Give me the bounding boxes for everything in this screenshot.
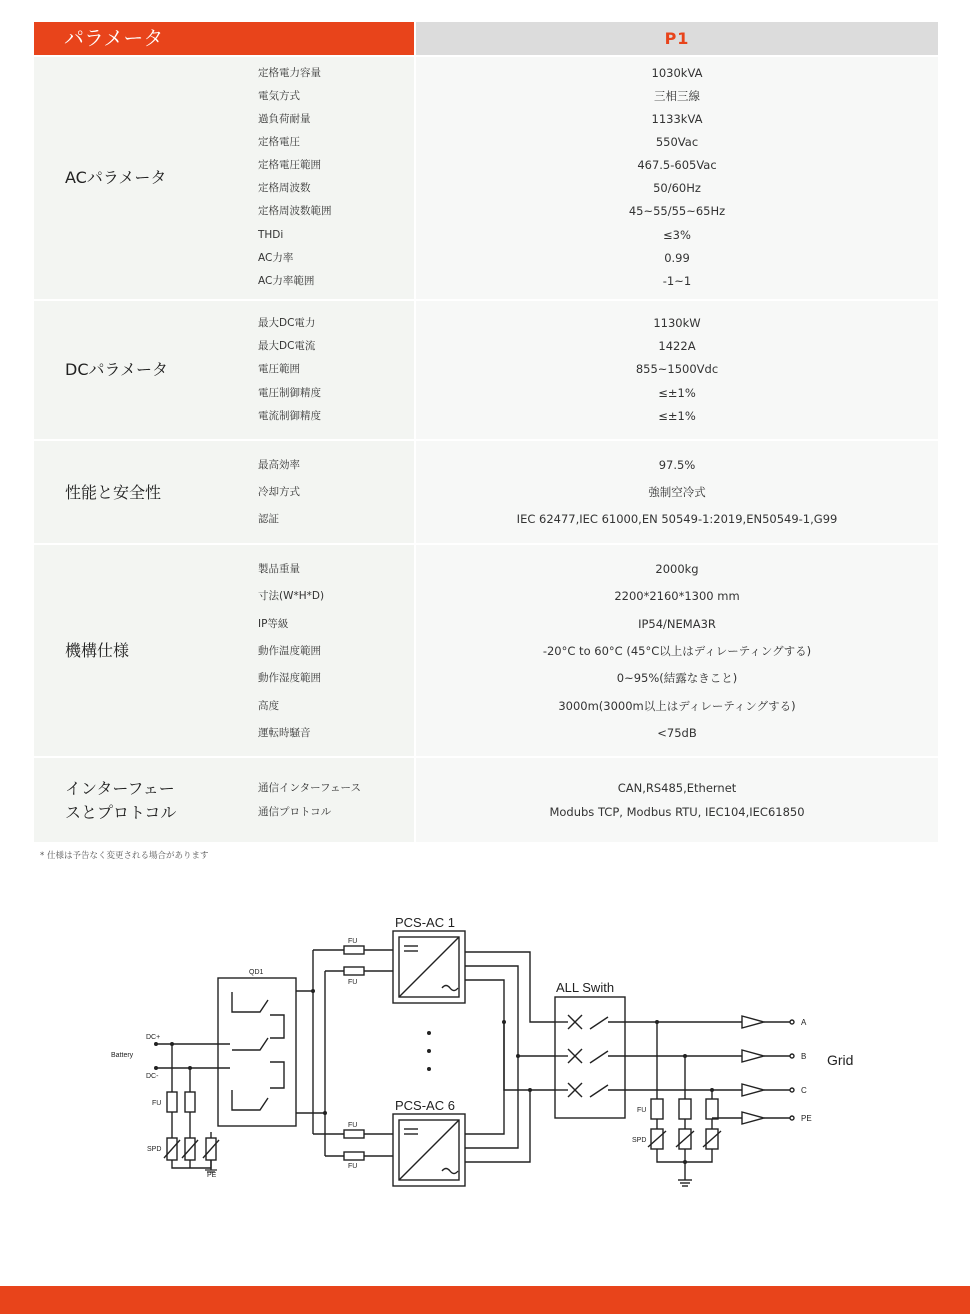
param-value: ≤±1% [658, 386, 696, 400]
param-name: 電圧範囲 [258, 363, 300, 375]
ac-fuse [706, 1099, 718, 1119]
param-name: 動作湿度範囲 [258, 672, 321, 684]
pcs-fuse [344, 946, 364, 954]
param-name: 電流制御精度 [258, 410, 321, 422]
param-value: <75dB [657, 726, 697, 740]
value-bg [416, 758, 938, 842]
pcs-fuse [344, 1152, 364, 1160]
qd1-switch [270, 1015, 284, 1038]
ac-fu-label: FU [637, 1107, 647, 1114]
dc-fu-label: FU [152, 1100, 162, 1107]
qd1-switch [232, 992, 268, 1012]
phase-arrow [742, 1084, 764, 1096]
table-row [34, 63, 938, 83]
param-value: IP54/NEMA3R [638, 617, 716, 631]
param-value: 3000m(3000m以上はディレーティングする) [558, 699, 796, 713]
table-row [34, 109, 938, 129]
dc-fuse [167, 1092, 177, 1112]
param-name: 最大DC電力 [258, 317, 316, 329]
param-name: 定格電圧 [258, 136, 300, 148]
param-value: 467.5-605Vac [637, 158, 717, 172]
qd1-switch [232, 1090, 268, 1110]
ac-fuse [679, 1099, 691, 1119]
param-value: 2200*2160*1300 mm [614, 589, 740, 603]
dc-spd-label: SPD [147, 1146, 162, 1153]
phase-arrow [742, 1050, 764, 1062]
phase-a-label: A [801, 1018, 807, 1027]
all-switch-box [555, 997, 625, 1118]
table-row [34, 586, 938, 606]
qd1-switch [232, 1038, 268, 1050]
dc-minus-label: DC- [146, 1073, 159, 1080]
pcs-fu-label: FU [348, 938, 358, 945]
table-row [34, 86, 938, 106]
table-row [34, 336, 938, 356]
table-row [34, 559, 938, 579]
param-name: AC力率範囲 [258, 275, 315, 287]
category-label: ACパラメータ [65, 168, 167, 187]
param-name: AC力率 [258, 252, 294, 264]
qd1-label: QD1 [249, 969, 264, 976]
param-name: 定格電力容量 [258, 67, 321, 79]
section-interface [34, 758, 938, 842]
param-value: CAN,RS485,Ethernet [617, 781, 737, 795]
pcs-fuse [344, 1130, 364, 1138]
pcs-fuse [344, 967, 364, 975]
section-ac [34, 57, 938, 299]
table-row [34, 178, 938, 198]
param-value: 855~1500Vdc [635, 362, 719, 376]
spec-note: * 仕様は予告なく変更される場合があります [40, 851, 209, 861]
table-row [34, 201, 938, 221]
circuit-diagram [0, 900, 970, 1220]
category-label-line-2: スとプロトコル [65, 803, 177, 822]
table-row [34, 271, 938, 291]
table-row [34, 696, 938, 716]
param-name: 製品重量 [258, 563, 300, 575]
table-row [34, 614, 938, 634]
param-value: ≤±1% [658, 409, 696, 423]
table-header-model [416, 22, 938, 55]
phase-arrow [742, 1112, 764, 1124]
ellipsis-dot [427, 1031, 431, 1035]
dc-fuse [185, 1092, 195, 1112]
all-switch-label: ALL Swith [556, 980, 615, 995]
pcs-fu-label: FU [348, 1122, 358, 1129]
param-value: ≤3% [663, 228, 691, 242]
param-value: -1~1 [662, 274, 692, 288]
param-name: 定格電圧範囲 [258, 159, 321, 171]
param-name: THDi [258, 229, 284, 241]
table-row [34, 641, 938, 661]
param-value: 2000kg [655, 562, 699, 576]
section-mechanical [34, 545, 938, 756]
table-row [34, 155, 938, 175]
param-name: 過負荷耐量 [258, 113, 311, 125]
table-row [34, 482, 938, 502]
table-row [34, 406, 938, 426]
param-value: 1422A [658, 339, 696, 353]
param-name: 最高効率 [258, 459, 300, 471]
pcs-bottom-label: PCS-AC 6 [395, 1098, 455, 1113]
param-value: 97.5% [658, 458, 696, 472]
param-name: 定格周波数 [258, 182, 311, 194]
table-row [34, 509, 938, 529]
param-name: 動作温度範囲 [258, 645, 321, 657]
param-name: 高度 [258, 700, 279, 712]
table-header-parameter [34, 22, 414, 55]
section-dc [34, 301, 938, 439]
param-name: 電圧制御精度 [258, 387, 321, 399]
table-row [34, 225, 938, 245]
section-performance [34, 441, 938, 543]
ac-fuse [651, 1099, 663, 1119]
dc-plus-label: DC+ [146, 1034, 161, 1041]
table-row [34, 455, 938, 475]
param-name: IP等級 [258, 618, 289, 630]
ac-spd-label: SPD [632, 1137, 647, 1144]
table-row [34, 313, 938, 333]
param-value: 三相三線 [654, 89, 700, 103]
param-value: IEC 62477,IEC 61000,EN 50549-1:2019,EN50549-1,G99 [516, 512, 838, 526]
category-label: 機構仕様 [65, 641, 130, 660]
param-value: 1133kVA [651, 112, 703, 126]
param-value: 0.99 [664, 251, 690, 265]
header-model-label: P1 [664, 29, 690, 48]
phase-b-label: B [801, 1052, 807, 1061]
phase-arrow [742, 1016, 764, 1028]
table-row [34, 778, 938, 798]
param-value: 強制空冷式 [648, 485, 706, 499]
dc-pe-label: PE [207, 1172, 217, 1179]
param-name: 冷却方式 [258, 486, 300, 498]
pcs-fu-label: FU [348, 1163, 358, 1170]
param-value: 0~95%(結露なきこと) [616, 671, 738, 685]
param-value: 45~55/55~65Hz [628, 204, 726, 218]
footer-bar [0, 1286, 970, 1314]
param-name: 寸法(W*H*D) [258, 590, 325, 602]
table-row [34, 723, 938, 743]
qd1-switch [270, 1062, 284, 1088]
table-row [34, 802, 938, 822]
ellipsis-dot [427, 1067, 431, 1071]
battery-label: Battery [111, 1052, 134, 1059]
qd1-box [218, 978, 296, 1126]
param-name: 通信インターフェース [258, 782, 362, 794]
category-label: 性能と安全性 [65, 483, 162, 502]
table-row [34, 248, 938, 268]
param-name: 電気方式 [258, 90, 300, 102]
param-name: 定格周波数範囲 [258, 205, 332, 217]
param-value: 50/60Hz [653, 181, 701, 195]
param-name: 最大DC電流 [258, 340, 316, 352]
table-row [34, 359, 938, 379]
pcs-top-label: PCS-AC 1 [395, 915, 455, 930]
table-row [34, 668, 938, 688]
phase-pe-label: PE [801, 1114, 812, 1123]
param-value: 1030kVA [651, 66, 703, 80]
table-row [34, 383, 938, 403]
table-row [34, 132, 938, 152]
param-value: -20°C to 60°C (45°C以上はディレーティングする) [542, 644, 812, 658]
param-name: 通信プロトコル [258, 806, 332, 818]
phase-c-label: C [801, 1086, 807, 1095]
pcs-fu-label: FU [348, 979, 358, 986]
param-value: Modubs TCP, Modbus RTU, IEC104,IEC61850 [549, 805, 805, 819]
param-value: 1130kW [653, 316, 701, 330]
header-parameter-label: パラメータ [64, 26, 164, 50]
category-label: DCパラメータ [65, 360, 169, 379]
grid-label: Grid [827, 1052, 854, 1068]
category-label-line-1: インターフェー [65, 779, 175, 798]
param-value: 550Vac [655, 135, 699, 149]
ellipsis-dot [427, 1049, 431, 1053]
param-name: 運転時騒音 [258, 727, 311, 739]
param-name: 認証 [258, 513, 279, 525]
